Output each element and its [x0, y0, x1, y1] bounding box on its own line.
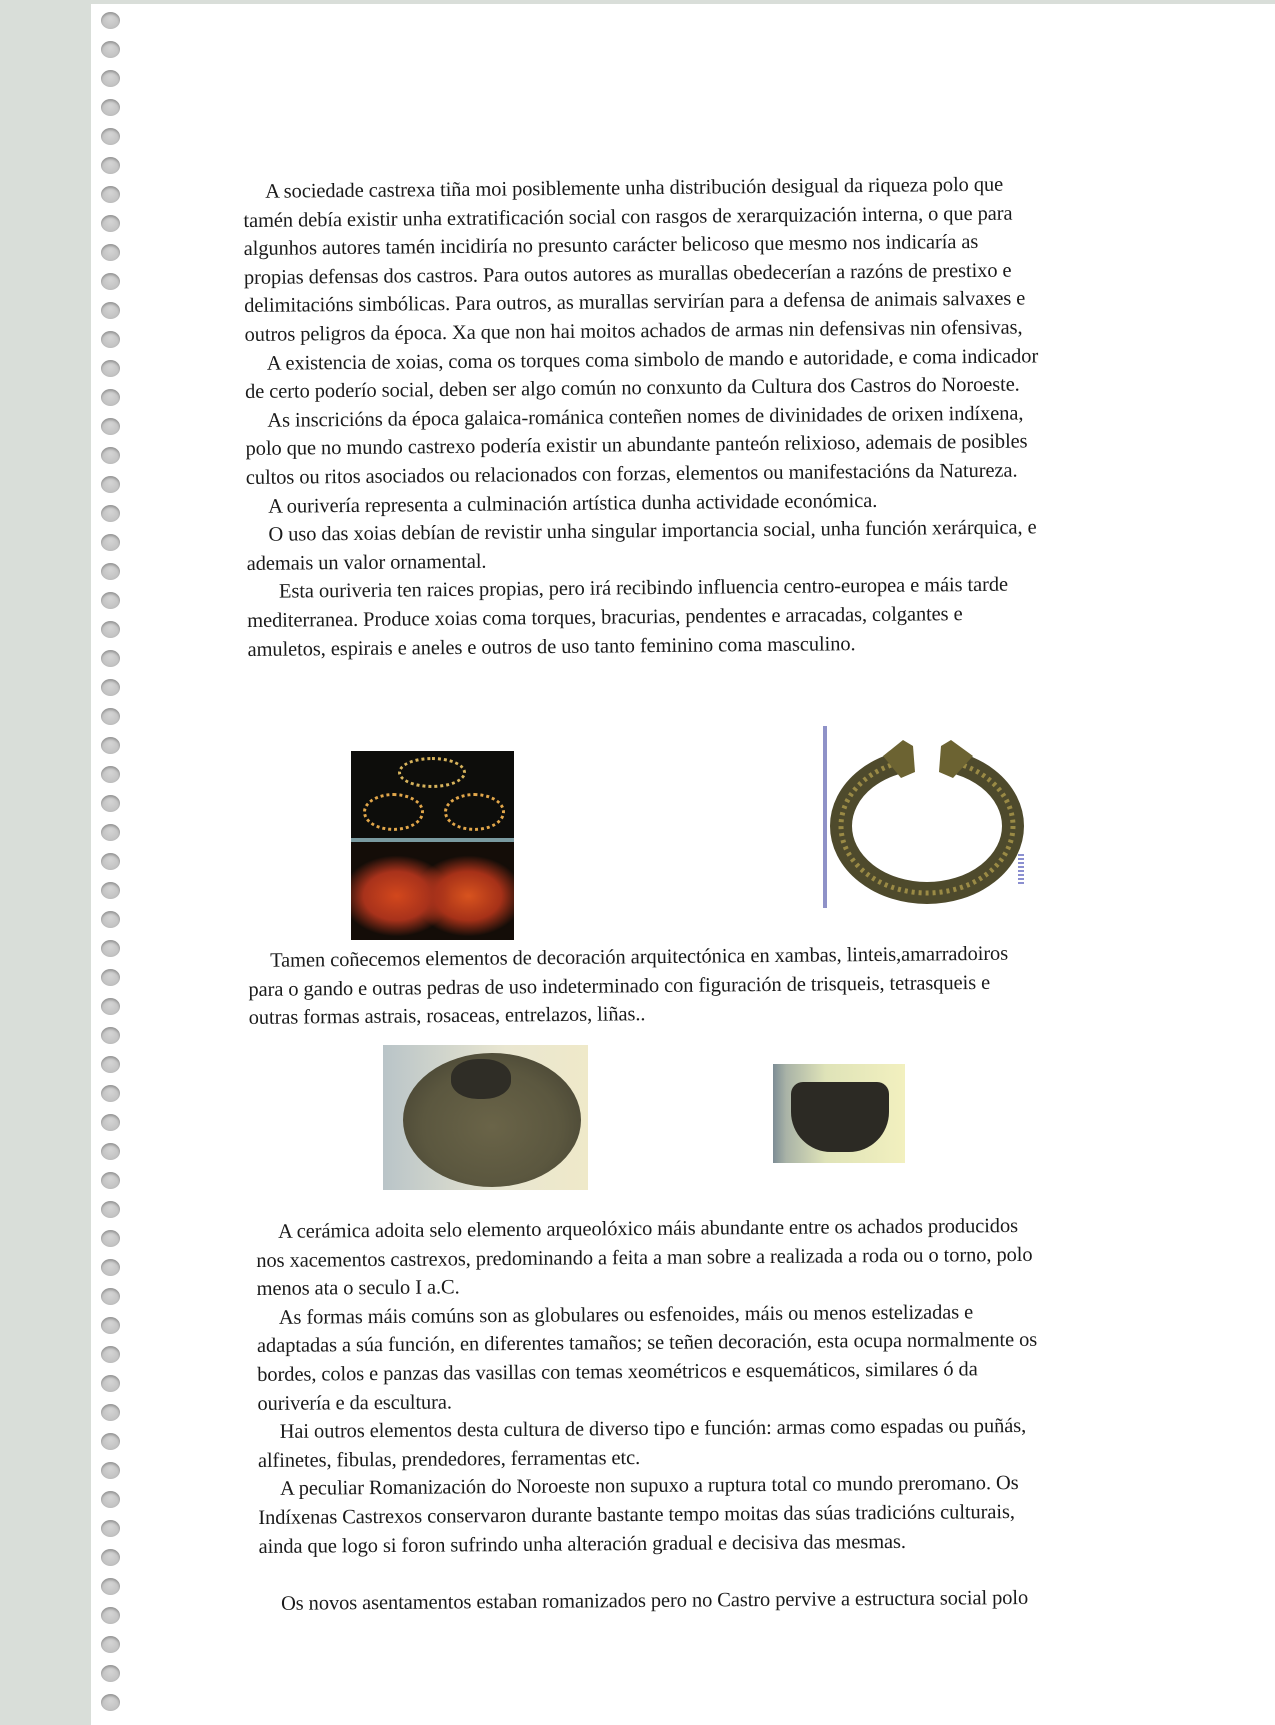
bowl-stain [451, 1059, 511, 1099]
binder-holes [101, 12, 125, 1722]
binder-hole [101, 1607, 120, 1624]
binder-hole [101, 1694, 120, 1711]
binder-hole [101, 824, 120, 841]
binder-hole [101, 215, 120, 232]
ceramic-vessel-photo [773, 1064, 905, 1163]
binder-hole [101, 795, 120, 812]
binder-hole [101, 1578, 120, 1595]
binder-hole [101, 99, 120, 116]
text-line: amuletos, espirais e aneles e outros de uso tanto feminino coma masculino. [247, 632, 856, 661]
text-line: A peculiar Romanización do Noroeste non supuxo a ruptura total co mundo preromano. Os [280, 1472, 1019, 1501]
binder-hole [101, 1317, 120, 1334]
binder-hole [101, 1172, 120, 1189]
text-line: tamén debía existir unha extratificación social con rasgos de xerarquización interna, o que para [243, 202, 1013, 232]
binder-hole [101, 592, 120, 609]
binder-hole [101, 1085, 120, 1102]
binder-hole [101, 447, 120, 464]
text-line: Indíxenas Castrexos conservaron durante bastante tempo moitas das súas tradicións culturais, [258, 1500, 1015, 1529]
text-line: de certo poderío social, deben ser algo común no conxunto da Cultura dos Castros do Noroeste. [244, 373, 1020, 404]
text-line: delimitacións simbólicas. Para outros, as murallas servirían para a defensa de animais salvaxes e [244, 287, 1026, 318]
text-block-middle [248, 940, 1009, 1033]
binder-hole [101, 882, 120, 899]
binder-hole [101, 940, 120, 957]
bracelet-right [444, 793, 505, 831]
binder-hole [101, 911, 120, 928]
text-line: nos xacementos castrexos, predominando a feita a man sobre a realizada a roda ou o torno, polo [256, 1243, 1033, 1272]
binder-hole [101, 998, 120, 1015]
binder-hole [101, 1404, 120, 1421]
binder-hole [101, 969, 120, 986]
text-block-bottom [256, 1212, 1039, 1618]
text-block-top [243, 170, 1041, 664]
text-line: cultos ou ritos asociados ou relacionados con forzas, elementos ou manifestacións da Natureza. [245, 459, 1018, 489]
binder-hole [101, 1491, 120, 1508]
binder-hole [101, 1114, 120, 1131]
torc-ring [398, 757, 466, 788]
text-line: bordes, colos e panzas das vasillas con temas xeométricos e esquemáticos, similares ó da [257, 1358, 978, 1386]
binder-hole [101, 853, 120, 870]
torque-drawing [823, 726, 1028, 908]
text-line: A ourivería representa a culminación artística dunha actividade económica. [268, 489, 878, 518]
binder-hole [101, 1462, 120, 1479]
binder-hole [101, 1143, 120, 1160]
binder-hole [101, 476, 120, 493]
text-line: alfinetes, fibulas, prendedores, ferramentas etc. [257, 1446, 641, 1472]
binder-hole [101, 157, 120, 174]
binder-hole [101, 621, 120, 638]
text-line: Tamen coñecemos elementos de decoración arquitectónica en xambas, linteis,amarradoiros [270, 942, 1009, 972]
text-line: outros peligros da época. Xa que non hai moitos achados de armas nin defensivas nin ofensivas, [244, 316, 1023, 346]
binder-hole [101, 418, 120, 435]
binder-hole [101, 360, 120, 377]
binder-hole [101, 1288, 120, 1305]
binder-hole [101, 708, 120, 725]
binder-hole [101, 128, 120, 145]
text-line: ademais un valor ornamental. [246, 550, 487, 575]
text-line: para o gando e outras pedras de uso indeterminado con figuración de trisqueis, tetrasqueis e [248, 971, 991, 1001]
binder-hole [101, 650, 120, 667]
binder-hole [101, 1056, 120, 1073]
vessel-shape [791, 1082, 889, 1152]
binder-hole [101, 505, 120, 522]
text-line: adaptadas a súa función, en diferentes tamaños; se teñen decoración, esta ocupa normalmente os [256, 1329, 1038, 1358]
text-line: Hai outros elementos desta cultura de diverso tipo e función: armas como espadas ou puñás, [279, 1415, 1027, 1443]
binder-hole [101, 1201, 120, 1218]
binder-hole [101, 563, 120, 580]
text-line: ainda que logo si foron sufrindo unha alteración gradual e decisiva das mesmas. [258, 1530, 906, 1558]
binder-hole [101, 1636, 120, 1653]
text-line: outras formas astrais, rosaceas, entrelazos, liñas.. [248, 1003, 646, 1030]
binder-hole [101, 1665, 120, 1682]
photo-panel [351, 842, 514, 940]
text-line: As formas máis comúns son as globulares ou esfenoides, máis ou menos estelizadas e [278, 1301, 974, 1329]
binder-hole [101, 1375, 120, 1392]
binder-hole [101, 186, 120, 203]
text-line: A cerámica adoita selo elemento arqueolóxico máis abundante entre os achados producidos [278, 1215, 1019, 1243]
binder-hole [101, 679, 120, 696]
binder-hole [101, 302, 120, 319]
binder-hole [101, 737, 120, 754]
binder-hole [101, 1549, 120, 1566]
binder-hole [101, 70, 120, 87]
text-line: propias defensas dos castros. Para outos autores as murallas obedecerían a razóns de prestixo e [243, 259, 1012, 289]
text-line: A existencia de xoias, coma os torques coma simbolo de mando e autoridade, e coma indicador [266, 344, 1039, 375]
binder-hole [101, 41, 120, 58]
binder-hole [101, 1230, 120, 1247]
binder-hole [101, 389, 120, 406]
binder-hole [101, 766, 120, 783]
text-line: mediterranea. Produce xoias coma torques, bracurias, pendentes e arracadas, colgantes e [247, 603, 963, 632]
text-line: Esta ouriveria ten raices propias, pero irá recibindo influencia centro-europea e máis tarde [278, 573, 1009, 603]
binder-hole [101, 1433, 120, 1450]
ceramic-bowl-photo [383, 1045, 588, 1190]
text-line: polo que no mundo castrexo podería existir un abundante panteón relixioso, ademais de posibles [245, 430, 1028, 461]
text-line: Os novos asentamentos estaban romanizados pero no Castro pervive a estructura social polo [280, 1586, 1029, 1615]
binder-hole [101, 273, 120, 290]
text-line: algunhos autores tamén incidiría no presunto carácter belicoso que mesmo nos indicaría as [243, 231, 979, 261]
binder-hole [101, 244, 120, 261]
photo-panel [351, 751, 514, 838]
binder-hole [101, 1027, 120, 1044]
binder-hole [101, 1520, 120, 1537]
gold-jewellery-photo [351, 751, 514, 940]
text-line: menos ata o seculo I a.C. [256, 1276, 460, 1301]
binder-hole [101, 331, 120, 348]
binder-hole [101, 1346, 120, 1363]
scale-ruler [1018, 854, 1024, 884]
text-line: As inscricións da época galaica-románica conteñen nomes de divinidades de orixen indíxena, [267, 402, 1024, 432]
bracelet-left [363, 793, 424, 831]
text-line: O uso das xoias debían de revistir unha singular importancia social, unha función xerárquica, e [268, 516, 1037, 546]
binder-hole [101, 534, 120, 551]
bronze-torque-photo [823, 726, 1028, 908]
binder-hole [101, 12, 120, 29]
text-line: A sociedade castrexa tiña moi posiblemente unha distribución desigual da riqueza polo que [265, 173, 1004, 203]
binder-hole [101, 1259, 120, 1276]
text-line: ourivería e da escultura. [257, 1391, 452, 1415]
